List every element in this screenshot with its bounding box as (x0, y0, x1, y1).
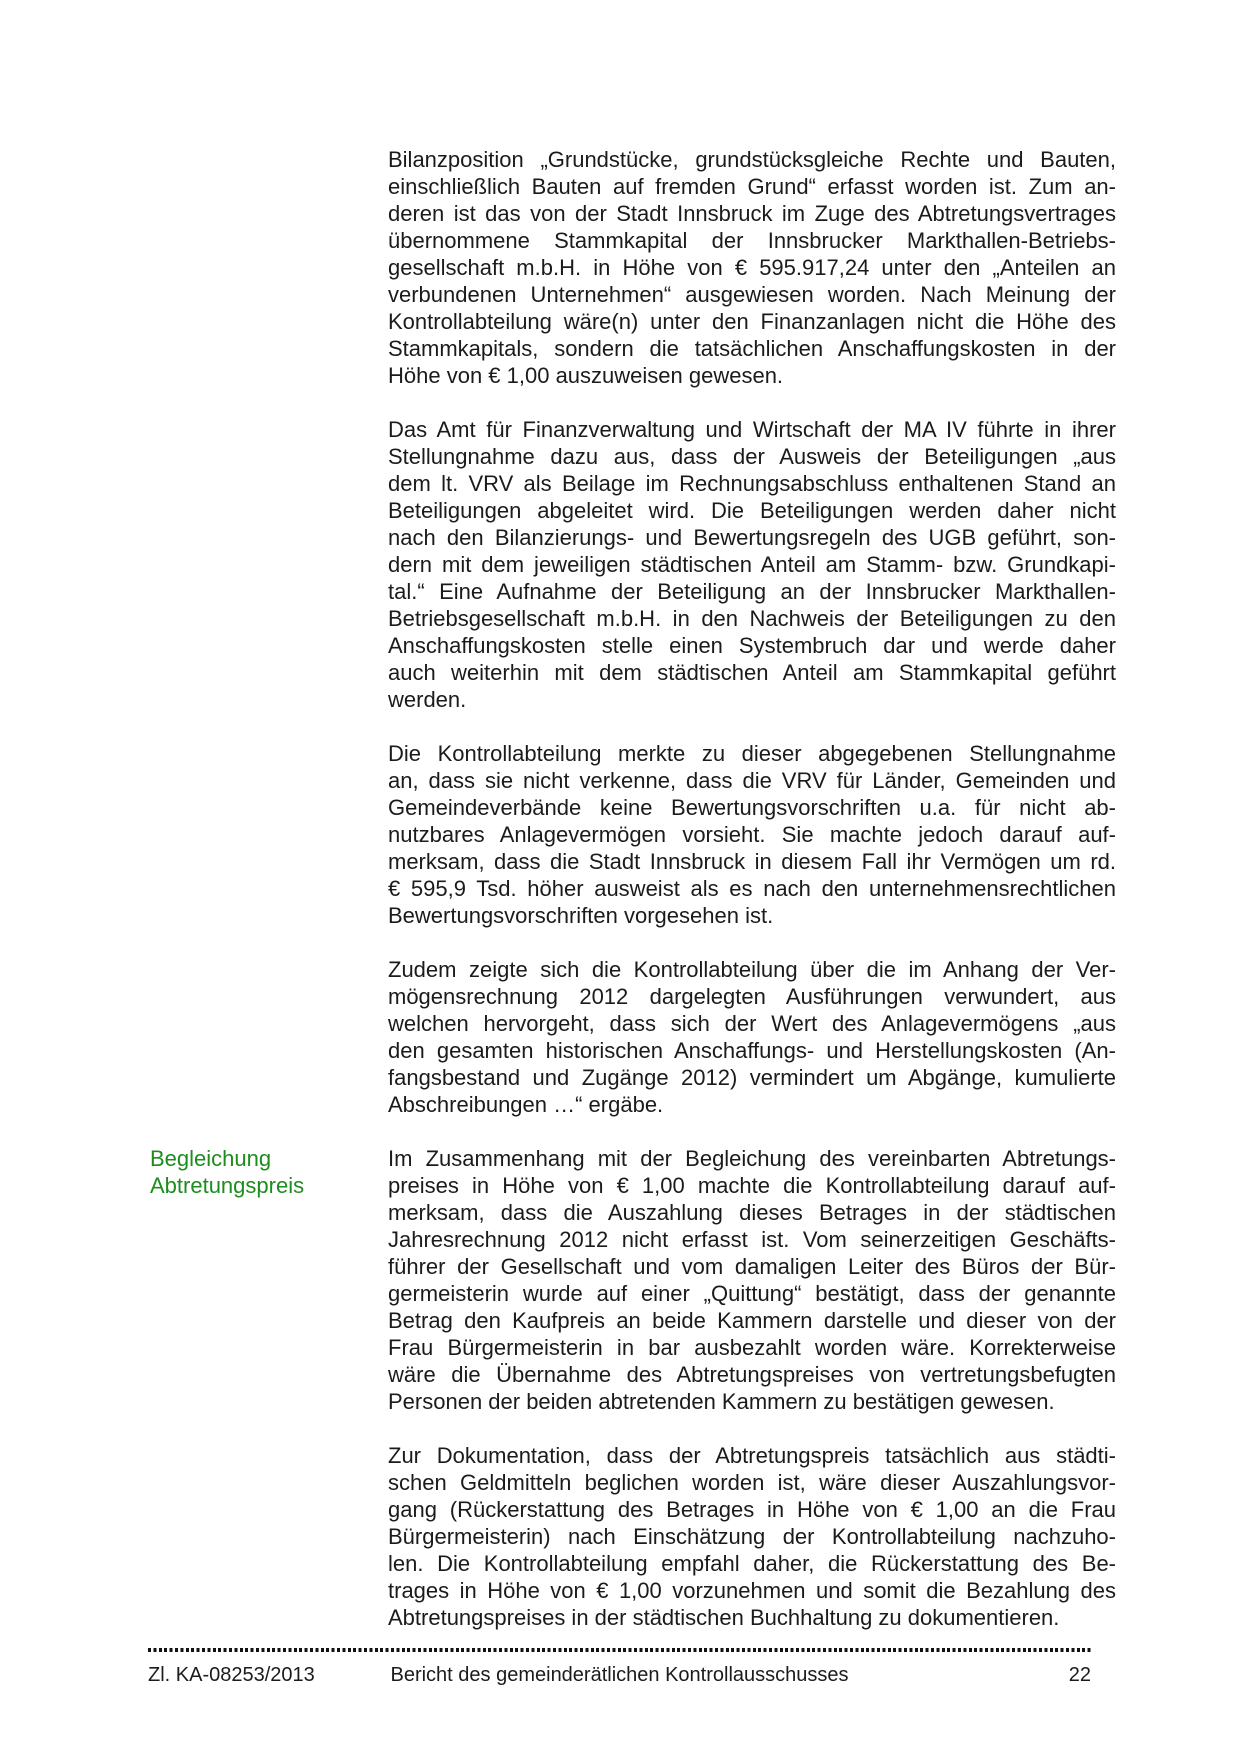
footer-divider (148, 1648, 1091, 1652)
text-line: gesellschaft m.b.H. in Höhe von € 595.917,24 unter den „Anteilen an (388, 255, 1116, 280)
text-line: welchen hervorgeht, dass sich der Wert des Anlagevermögens „aus (388, 1011, 1116, 1036)
text-line: Die Kontrollabteilung merkte zu dieser abgegebenen Stellungnahme (388, 741, 1116, 766)
text-line: Bilanzposition „Grundstücke, grundstücksgleiche Rechte und Bauten, (388, 147, 1116, 172)
text-line: deren ist das von der Stadt Innsbruck im Zuge des Abtretungsvertrages (388, 201, 1116, 226)
text-line: Das Amt für Finanzverwaltung und Wirtschaft der MA IV führte in ihrer (388, 417, 1116, 442)
text-line: verbundenen Unternehmen“ ausgewiesen worden. Nach Meinung der (388, 282, 1116, 307)
text-line: dem lt. VRV als Beilage im Rechnungsabschluss enthaltenen Stand an (388, 471, 1116, 496)
text-line: Im Zusammenhang mit der Begleichung des vereinbarten Abtretungs- (388, 1146, 1116, 1171)
text-line: mögensrechnung 2012 dargelegten Ausführungen verwundert, aus (388, 984, 1116, 1009)
text-line: wäre die Übernahme des Abtretungspreises von vertretungsbefugten (388, 1362, 1116, 1387)
text-line: den gesamten historischen Anschaffungs- und Herstellungskosten (An- (388, 1038, 1116, 1063)
text-line: an, dass sie nicht verkenne, dass die VRV für Länder, Gemeinden und (388, 768, 1116, 793)
text-line: Betriebsgesellschaft m.b.H. in den Nachweis der Beteiligungen zu den (388, 606, 1116, 631)
text-line: Gemeindeverbände keine Bewertungsvorschriften u.a. für nicht ab- (388, 795, 1116, 820)
text-line: Kontrollabteilung wäre(n) unter den Finanzanlagen nicht die Höhe des (388, 309, 1116, 334)
paragraph (388, 956, 1116, 1118)
text-line: germeisterin wurde auf einer „Quittung“ bestätigt, dass der genannte (388, 1281, 1116, 1306)
footer-reference: Zl. KA-08253/2013 (148, 1664, 315, 1686)
text-line: merksam, dass die Auszahlung dieses Betrages in der städtischen (388, 1200, 1116, 1225)
document-body (150, 146, 1116, 1658)
text-line: gang (Rückerstattung des Betrages in Höhe von € 1,00 an die Frau (388, 1497, 1116, 1522)
text-line: trages in Höhe von € 1,00 vorzunehmen und somit die Bezahlung des (388, 1578, 1116, 1603)
text-line: nutzbares Anlagevermögen vorsieht. Sie machte jedoch darauf auf- (388, 822, 1116, 847)
text-line: merksam, dass die Stadt Innsbruck in diesem Fall ihr Vermögen um rd. (388, 849, 1116, 874)
text-line: Anschaffungskosten stelle einen Systembruch dar und werde daher (388, 633, 1116, 658)
text-line: Stammkapitals, sondern die tatsächlichen Anschaffungskosten in der (388, 336, 1116, 361)
paragraph (388, 740, 1116, 929)
paragraph (388, 416, 1116, 713)
text-line: schen Geldmitteln beglichen worden ist, wäre dieser Auszahlungsvor- (388, 1470, 1116, 1495)
text-line: werden. (388, 687, 467, 712)
text-line: € 595,9 Tsd. höher ausweist als es nach den unternehmensrechtlichen (388, 876, 1116, 901)
text-line: Personen der beiden abtretenden Kammern zu bestätigen gewesen. (388, 1389, 1055, 1414)
text-line: auch weiterhin mit dem städtischen Anteil am Stammkapital geführt (388, 660, 1116, 685)
page-footer (148, 1648, 1091, 1686)
text-line: führer der Gesellschaft und vom damaligen Leiter des Büros der Bür- (388, 1254, 1116, 1279)
text-line: Stellungnahme dazu aus, dass der Ausweis der Beteiligungen „aus (388, 444, 1116, 469)
text-line: Zur Dokumentation, dass der Abtretungspreis tatsächlich aus städti- (388, 1443, 1116, 1468)
paragraph (388, 146, 1116, 389)
text-line: Beteiligungen abgeleitet wird. Die Beteiligungen werden daher nicht (388, 498, 1116, 523)
paragraph (150, 1145, 1116, 1415)
text-line: Bewertungsvorschriften vorgesehen ist. (388, 903, 774, 928)
text-line: fangsbestand und Zugänge 2012) vermindert um Abgänge, kumulierte (388, 1065, 1116, 1090)
paragraph (388, 1442, 1116, 1631)
text-line: Abschreibungen …“ ergäbe. (388, 1092, 664, 1117)
text-line: Abtretungspreises in der städtischen Buchhaltung zu dokumentieren. (388, 1605, 1060, 1630)
text-line: tal.“ Eine Aufnahme der Beteiligung an der Innsbrucker Markthallen- (388, 579, 1116, 604)
footer-title: Bericht des gemeinderätlichen Kontrollausschusses (390, 1664, 849, 1686)
text-line: Betrag den Kaufpreis an beide Kammern darstelle und dieser von der (388, 1308, 1116, 1333)
text-line: len. Die Kontrollabteilung empfahl daher, die Rückerstattung des Be- (388, 1551, 1116, 1576)
text-line: dern mit dem jeweiligen städtischen Anteil am Stamm- bzw. Grundkapi- (388, 552, 1116, 577)
text-line: Frau Bürgermeisterin in bar ausbezahlt worden wäre. Korrekterweise (388, 1335, 1116, 1360)
text-line: Jahresrechnung 2012 nicht erfasst ist. Vom seinerzeitigen Geschäfts- (388, 1227, 1116, 1252)
footer-page-number: 22 (1068, 1664, 1091, 1686)
text-line: nach den Bilanzierungs- und Bewertungsregeln des UGB geführt, son- (388, 525, 1116, 550)
margin-label-line: Abtretungspreis (150, 1173, 305, 1198)
text-line: Höhe von € 1,00 auszuweisen gewesen. (388, 363, 784, 388)
text-line: Zudem zeigte sich die Kontrollabteilung über die im Anhang der Ver- (388, 957, 1116, 982)
text-line: Bürgermeisterin) nach Einschätzung der Kontrollabteilung nachzuho- (388, 1524, 1116, 1549)
text-line: einschließlich Bauten auf fremden Grund“ erfasst worden ist. Zum an- (388, 174, 1116, 199)
text-line: preises in Höhe von € 1,00 machte die Kontrollabteilung darauf auf- (388, 1173, 1116, 1198)
text-line: übernommene Stammkapital der Innsbrucker Markthallen-Betriebs- (388, 228, 1116, 253)
margin-label-line: Begleichung (150, 1146, 272, 1171)
margin-label (150, 1145, 375, 1199)
